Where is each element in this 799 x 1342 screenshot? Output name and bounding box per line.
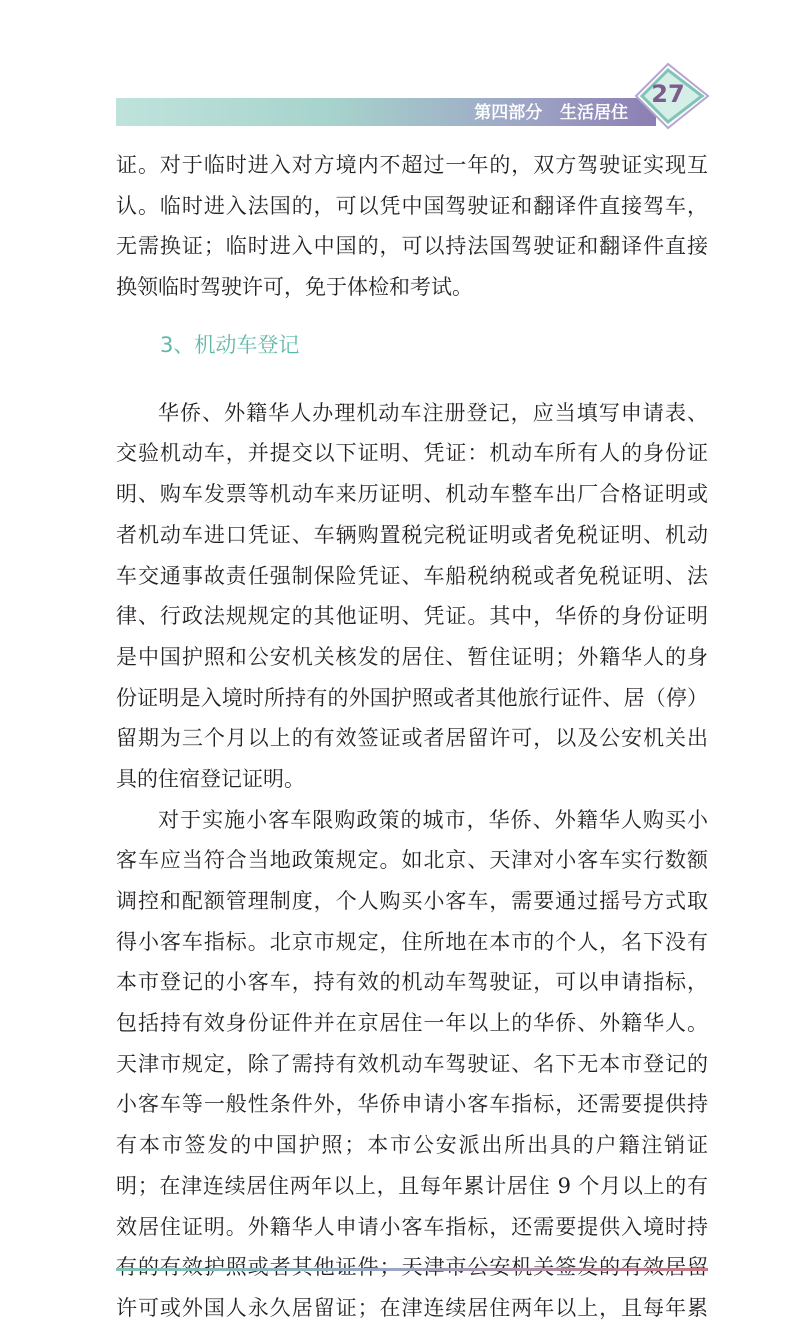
page-number: 27: [651, 80, 685, 108]
body-line: 天津市规定，除了需持有效机动车驾驶证、名下无本市登记的: [116, 1051, 708, 1076]
body-line: 小客车等一般性条件外，华侨申请小客车指标，还需要提供持: [116, 1092, 708, 1117]
body-line: 是中国护照和公安机关核发的居住、暂住证明；外籍华人的身: [116, 644, 708, 669]
body-line: 对于实施小客车限购政策的城市，华侨、外籍华人购买小: [158, 807, 708, 832]
section-heading: 3、机动车登记: [160, 332, 300, 357]
body-line: 换领临时驾驶许可，免于体检和考试。: [116, 275, 473, 300]
body-line: 明、购车发票等机动车来历证明、机动车整车出厂合格证明或: [116, 482, 708, 507]
body-line: 证。对于临时进入对方境内不超过一年的，双方驾驶证实现互: [116, 153, 708, 177]
body-line: 调控和配额管理制度，个人购买小客车，需要通过摇号方式取: [116, 889, 708, 913]
body-line: 本市登记的小客车，持有效的机动车驾驶证，可以申请指标，: [116, 970, 708, 995]
body-line: 许可或外国人永久居留证；在津连续居住两年以上，且每年累: [116, 1295, 708, 1320]
body-line: 无需换证；临时进入中国的，可以持法国驾驶证和翻译件直接: [116, 234, 708, 259]
body-line: 留期为三个月以上的有效签证或者居留许可，以及公安机关出: [116, 726, 708, 751]
body-line: 效居住证明。外籍华人申请小客车指标，还需要提供入境时持: [116, 1214, 708, 1239]
body-line: 客车应当符合当地政策规定。如北京、天津对小客车实行数额: [116, 848, 708, 873]
page-body: [116, 145, 708, 1329]
body-line: 份证明是入境时所持有的外国护照或者其他旅行证件、居（停）: [116, 685, 708, 710]
body-line: 具的住宿登记证明。: [116, 766, 305, 791]
body-line: 有本市签发的中国护照；本市公安派出所出具的户籍注销证: [116, 1133, 708, 1158]
body-line: 认。临时进入法国的，可以凭中国驾驶证和翻译件直接驾车，: [116, 193, 708, 218]
body-line: 华侨、外籍华人办理机动车注册登记，应当填写申请表、: [158, 400, 708, 425]
header-bar: [116, 98, 656, 126]
section-title: 第四部分 生活居住: [474, 103, 628, 123]
body-line: 律、行政法规规定的其他证明、凭证。其中，华侨的身份证明: [116, 604, 708, 629]
body-line: 交验机动车，并提交以下证明、凭证：机动车所有人的身份证: [116, 441, 708, 466]
body-line: 明；在津连续居住两年以上，且每年累计居住 9 个月以上的有: [116, 1173, 708, 1198]
body-line: 得小客车指标。北京市规定，住所地在本市的个人，名下没有: [116, 929, 708, 954]
body-line: 车交通事故责任强制保险凭证、车船税纳税或者免税证明、法: [116, 563, 708, 588]
footer-rule: [116, 1268, 708, 1271]
body-line: 包括持有效身份证件并在京居住一年以上的华侨、外籍华人。: [116, 1011, 708, 1036]
body-line: 者机动车进口凭证、车辆购置税完税证明或者免税证明、机动: [116, 522, 708, 547]
